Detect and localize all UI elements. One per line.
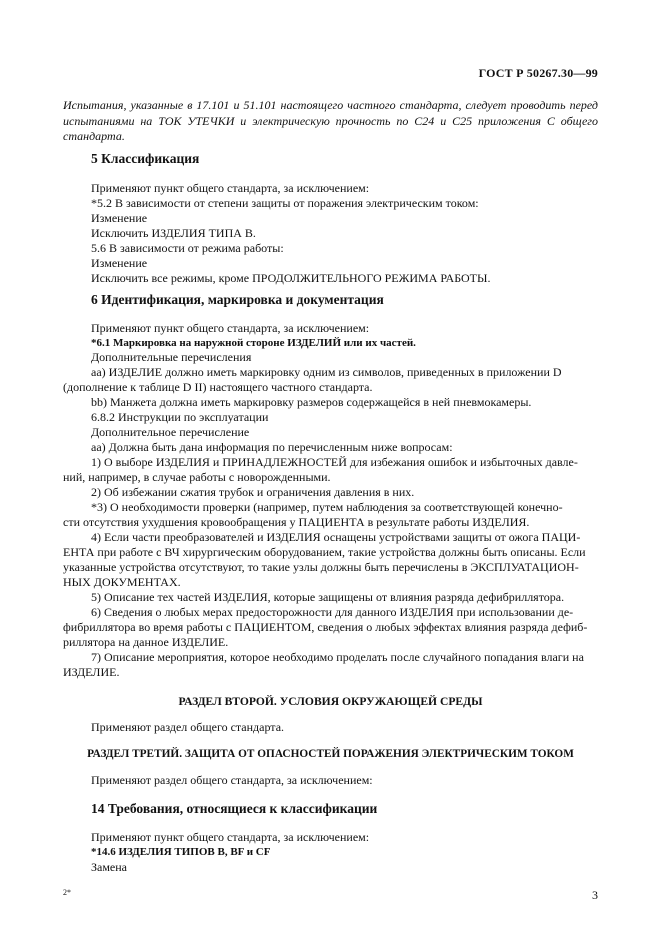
text-line: Применяют раздел общего стандарта. — [91, 720, 285, 734]
text-line: НЫХ ДОКУМЕНТАХ. — [63, 575, 181, 589]
text-line: 2) Об избежании сжатия трубок и ограничения давления в них. — [91, 485, 415, 499]
footer-mark: 2* — [63, 888, 71, 897]
text-line: Изменение — [91, 256, 148, 270]
text-line: Исключить ИЗДЕЛИЯ ТИПА B. — [91, 226, 256, 240]
text-line: риллятора на данное ИЗДЕЛИЕ. — [63, 635, 229, 649]
section-14-heading: 14 Требования, относящиеся к классификации — [91, 801, 378, 816]
text-line: Изменение — [91, 211, 148, 225]
text-line: ний, например, в случае работы с новорожденными. — [63, 470, 331, 484]
subsection-14-6-title: *14.6 ИЗДЕЛИЯ ТИПОВ B, BF и CF — [91, 846, 271, 858]
text-line: *3) О необходимости проверки (например, путем наблюдения за соответствующей конечно- — [91, 500, 563, 514]
part-3-heading: РАЗДЕЛ ТРЕТИЙ. ЗАЩИТА ОТ ОПАСНОСТЕЙ ПОРАЖЕНИЯ ЭЛЕКТРИЧЕСКИМ ТОКОМ — [87, 748, 574, 760]
text-line: Применяют пункт общего стандарта, за исключением: — [91, 321, 370, 335]
text-line: 6) Сведения о любых мерах предосторожности для данного ИЗДЕЛИЯ при использовании де- — [91, 605, 574, 619]
text-line: Замена — [91, 860, 128, 874]
text-line: 7) Описание мероприятия, которое необходимо проделать после случайного попадания влаги на — [91, 650, 584, 664]
text-line: ИЗДЕЛИЕ. — [63, 665, 120, 679]
text-line: ЕНТА при работе с ВЧ хирургическим оборудованием, такие устройства должны быть описаны. Если — [63, 545, 586, 559]
text-line: Исключить все режимы, кроме ПРОДОЛЖИТЕЛЬНОГО РЕЖИМА РАБОТЫ. — [91, 271, 491, 285]
text-line: bb) Манжета должна иметь маркировку размеров содержащейся в ней пневмокамеры. — [91, 395, 532, 409]
text-line: аа) ИЗДЕЛИЕ должно иметь маркировку одним из символов, приведенных в приложении D — [91, 365, 562, 379]
subsection-6-1-title: *6.1 Маркировка на наружной стороне ИЗДЕЛИЙ или их частей. — [91, 337, 416, 349]
text-line: 5.6 В зависимости от режима работы: — [91, 241, 284, 255]
text-line: 4) Если части преобразователей и ИЗДЕЛИЯ оснащены устройствами защиты от ожога ПАЦИ- — [91, 530, 581, 544]
text-line: Дополнительное перечисление — [91, 425, 250, 439]
text-line: сти отсутствия ухудшения кровообращения у ПАЦИЕНТА в результате работы ИЗДЕЛИЯ. — [63, 515, 530, 529]
text-line: Дополнительные перечисления — [91, 350, 252, 364]
text-line: Применяют пункт общего стандарта, за исключением: — [91, 181, 370, 195]
text-line: Применяют раздел общего стандарта, за исключением: — [91, 773, 373, 787]
page-number: 3 — [592, 888, 598, 902]
document-header: ГОСТ Р 50267.30—99 — [478, 66, 598, 80]
text-line: 5) Описание тех частей ИЗДЕЛИЯ, которые защищены от влияния разряда дефибриллятора. — [91, 590, 565, 604]
text-line: Применяют пункт общего стандарта, за исключением: — [91, 830, 370, 844]
text-line: указанные устройства отсутствуют, то такие узлы должны быть перечислены в ЭКСПЛУАТАЦИОН- — [63, 560, 579, 574]
text-line: 1) О выборе ИЗДЕЛИЯ и ПРИНАДЛЕЖНОСТЕЙ для избежания ошибок и избыточных давле- — [91, 455, 578, 469]
section-6-heading: 6 Идентификация, маркировка и документация — [91, 292, 384, 307]
text-line: 6.8.2 Инструкции по эксплуатации — [91, 410, 269, 424]
section-5-heading: 5 Классификация — [91, 151, 200, 166]
text-line: (дополнение к таблице D II) настоящего частного стандарта. — [63, 380, 373, 394]
text-line: *5.2 В зависимости от степени защиты от поражения электрическим током: — [91, 196, 479, 210]
intro-paragraph: Испытания, указанные в 17.101 и 51.101 настоящего частного стандарта, следует проводить перед испытаниями на ТОК УТЕЧКИ и электрическую прочность по С24 и С25 приложения С общего стандарта. — [63, 98, 598, 144]
text-line: аа) Должна быть дана информация по перечисленным ниже вопросам: — [91, 440, 453, 454]
part-2-heading: РАЗДЕЛ ВТОРОЙ. УСЛОВИЯ ОКРУЖАЮЩЕЙ СРЕДЫ — [178, 695, 483, 708]
text-line: фибриллятора во время работы с ПАЦИЕНТОМ, сведения о любых эффектах влияния разряда дефиб- — [63, 620, 588, 634]
